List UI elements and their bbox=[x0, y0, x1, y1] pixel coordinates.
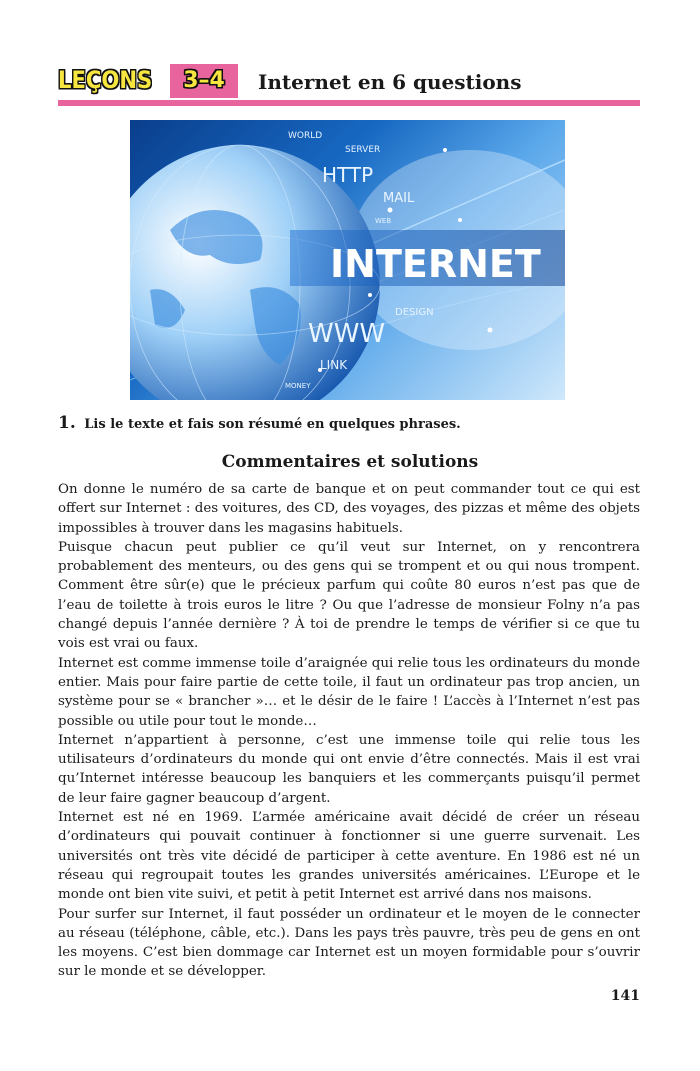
exercise-instruction bbox=[58, 412, 658, 436]
internet-banner-image bbox=[130, 120, 565, 400]
lesson-title: Internet en 6 questions bbox=[258, 70, 522, 94]
paragraph: Puisque chacun peut publier ce qu’il veut sur Internet, on y rencontrera probablement des menteurs, ou des gens qui se trompent et ou qui nous trompent. Comment être sûr(e) que le précieux parfum qui coûte 80 euros n’est pas que de l’eau de toilette à trois euros le litre ? Ou que l’adresse de monsieur Folny n’a pas changé depuis l’année dernière ? À toi de prendre le temps de vérifier si ce que tu vois est vrai ou faux. bbox=[58, 539, 640, 652]
money-word: MONEY bbox=[285, 382, 311, 390]
exercise-text: Lis le texte et fais son résumé en quelques phrases. bbox=[84, 417, 461, 432]
link-word: LINK bbox=[320, 358, 348, 372]
paragraph: Internet est né en 1969. L’armée américaine avait décidé de créer un réseau d’ordinateurs qui pouvait continuer à fonctionner si une guerre survenait. Les universités ont très vite décidé de participer à cette aventure. En 1986 est né un réseau qui regroupait toutes les grandes universités américaines. L’Europe et le monde ont bien vite suivi, et petit à petit Internet est arrivé dans nos maisons. bbox=[58, 810, 640, 903]
www-word: WWW bbox=[308, 319, 386, 349]
paragraph: Internet n’appartient à personne, c’est une immense toile qui relie tous les utilisateurs d’ordinateurs du monde qui ont envie d’être connectés. Mais il est vrai qu’Internet intéresse beaucoup les banquiers et les commerçants puisqu’il permet de leur faire gagner beaucoup d’argent. bbox=[58, 732, 640, 806]
article-body bbox=[58, 480, 640, 982]
paragraph: On donne le numéro de sa carte de banque et on peut commander tout ce qui est offert sur Internet : des voitures, des CD, des voyages, des pizzas et même des objets impossibles à trouver dans les magasins habituels. bbox=[58, 482, 640, 536]
internet-word: INTERNET bbox=[330, 242, 541, 286]
http-word: HTTP bbox=[322, 163, 374, 187]
paragraph: Internet est comme immense toile d’araignée qui relie tous les ordinateurs du monde entier. Mais pour faire partie de cette toile, il faut un ordinateur pas trop ancien, un système pour se « brancher »… et le désir de le faire ! L’accès à l’Internet n’est pas possible ou utile pour tout le monde… bbox=[58, 655, 640, 729]
mail-word: MAIL bbox=[383, 191, 415, 206]
lessons-label: LEÇONS bbox=[58, 66, 153, 94]
lesson-number-badge: 3–4 bbox=[170, 64, 238, 98]
header-divider bbox=[58, 100, 640, 106]
globe-illustration bbox=[130, 120, 565, 400]
server-word: SERVER bbox=[345, 145, 381, 155]
design-word: DESIGN bbox=[395, 307, 434, 318]
page-number: 141 bbox=[610, 988, 640, 1004]
lesson-header bbox=[58, 64, 640, 104]
world-word: WORLD bbox=[288, 131, 323, 141]
section-title: Commentaires et solutions bbox=[221, 452, 479, 472]
web-word: WEB bbox=[375, 217, 392, 225]
paragraph: Pour surfer sur Internet, il faut posséder un ordinateur et le moyen de le connecter au réseau (téléphone, câble, etc.). Dans les pays très pauvre, très peu de gens en ont les moyens. C’est bien dommage car Internet est un moyen formidable pour s’ouvrir sur le monde et se développer. bbox=[58, 906, 640, 980]
exercise-number: 1. bbox=[58, 413, 76, 433]
